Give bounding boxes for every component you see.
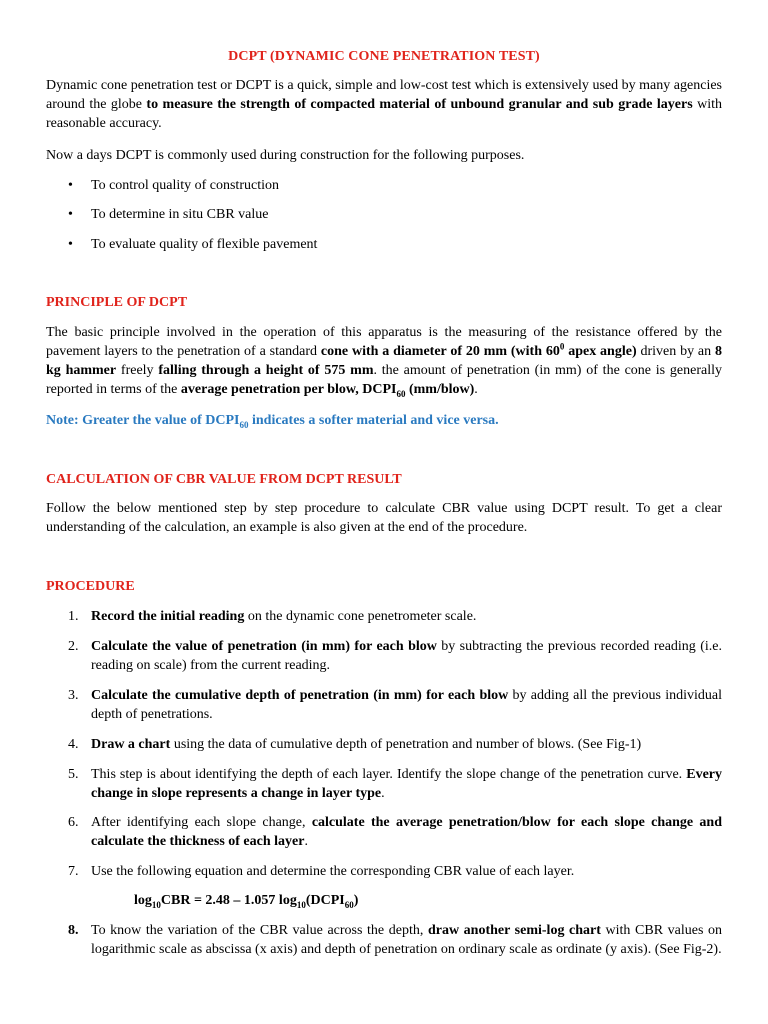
formula-part: ) [353, 893, 359, 908]
principle-bold: 8 kg hammer [46, 344, 722, 378]
section-heading-principle: PRINCIPLE OF DCPT [46, 295, 188, 310]
step-bold: Draw a chart [91, 737, 171, 752]
intro-text: Dynamic cone penetration test or DCPT is a quick, simple and low-cost test which is extensively used by many agencies around the globe [46, 78, 722, 112]
calculation-paragraph: Follow the below mentioned step by step procedure to calculate CBR value using DCPT result. To get a clear understanding of the calculation, an example is also given at the end of the procedure. [46, 501, 722, 535]
formula-part: (DCPI [305, 893, 345, 908]
formula-part: log [134, 893, 152, 908]
note-part: indicates a softer material and vice versa. [248, 413, 499, 428]
step-text [91, 637, 722, 675]
step-text [91, 735, 722, 754]
step-text [91, 607, 722, 626]
formula-subscript: 60 [344, 899, 354, 910]
note-subscript: 60 [239, 419, 249, 430]
step-plain: by subtracting the previous recorded reading (i.e. reading on scale) from the current reading. [91, 639, 722, 673]
step-plain: with CBR values on logarithmic scale as abscissa (x axis) and depth of penetration on ordinary scale as ordinate (y axis). (See Fig-2). [91, 923, 722, 957]
step-bold: calculate the average penetration/blow for each slope change and calculate the thickness of each layer [91, 815, 723, 849]
principle-bold: apex angle) [564, 344, 637, 359]
note-part: Note: Greater the value of DCPI [46, 413, 240, 428]
note-text [46, 411, 499, 430]
section-heading-procedure: PROCEDURE [46, 579, 135, 594]
principle-bold: cone with a diameter of 20 mm (with 60 [320, 344, 560, 359]
principle-superscript: 0 [559, 341, 565, 352]
purposes-intro: Now a days DCPT is commonly used during construction for the following purposes. [46, 148, 525, 163]
step-text: Use the following equation and determine the corresponding CBR value of each layer. [91, 864, 575, 879]
bullet-icon: • [68, 207, 73, 222]
document-title: DCPT (DYNAMIC CONE PENETRATION TEST) [228, 49, 540, 64]
step-plain: To know the variation of the CBR value across the depth, [91, 923, 428, 938]
step-number: 5. [68, 767, 79, 782]
principle-text: freely [116, 363, 159, 378]
principle-bold: falling through a height of 575 mm [158, 363, 374, 378]
step-number: 1. [68, 609, 79, 624]
purpose-item: To control quality of construction [91, 178, 279, 193]
purpose-item: To evaluate quality of flexible pavement [91, 237, 318, 252]
principle-bold: average penetration per blow, DCPI [180, 382, 397, 397]
step-plain: . [304, 834, 308, 849]
step-text [91, 921, 722, 959]
formula-part: CBR = 2.48 – 1.057 log [160, 893, 297, 908]
principle-subscript: 60 [396, 388, 406, 399]
step-plain: . [381, 786, 385, 801]
formula-subscript: 10 [296, 899, 306, 910]
step-bold: Record the initial reading [91, 609, 245, 624]
step-plain: using the data of cumulative depth of penetration and number of blows. (See Fig-1) [170, 737, 642, 752]
step-number: 7. [68, 864, 79, 879]
purpose-item: To determine in situ CBR value [91, 207, 269, 222]
step-plain: After identifying each slope change, [91, 815, 312, 830]
step-number: 3. [68, 688, 79, 703]
step-number: 4. [68, 737, 79, 752]
step-bold: Calculate the cumulative depth of penetration (in mm) for each blow [91, 688, 509, 703]
intro-paragraph [46, 76, 722, 133]
step-plain: This step is about identifying the depth of each layer. Identify the slope change of the penetration curve. [91, 767, 687, 782]
step-plain: by adding all the previous individual depth of penetrations. [91, 688, 723, 722]
step-bold: Calculate the value of penetration (in mm) for each blow [91, 639, 437, 654]
principle-bold: (mm/blow) [405, 382, 475, 397]
step-bold: draw another semi-log chart [427, 923, 601, 938]
step-number: 8. [68, 923, 79, 938]
principle-paragraph [46, 323, 722, 399]
intro-text-end: with reasonable accuracy. [46, 97, 722, 131]
step-plain: on the dynamic cone penetrometer scale. [244, 609, 477, 624]
principle-text: . the amount of penetration (in mm) of the cone is generally reported in terms of the [46, 363, 722, 397]
intro-bold: to measure the strength of compacted material of unbound granular and sub grade layers [146, 97, 693, 112]
step-text [91, 813, 722, 851]
section-heading-calculation: CALCULATION OF CBR VALUE FROM DCPT RESULT [46, 472, 402, 487]
step-number: 6. [68, 815, 79, 830]
bullet-icon: • [68, 178, 73, 193]
step-bold: Every change in slope represents a change in layer type [91, 767, 722, 801]
principle-text: The basic principle involved in the operation of this apparatus is the measuring of the resistance offered by the pavement layers to the penetration of a standard [46, 325, 722, 359]
principle-text: . [474, 382, 478, 397]
principle-text: driven by an [636, 344, 715, 359]
step-text [91, 686, 722, 724]
formula-subscript: 10 [151, 899, 161, 910]
bullet-icon: • [68, 237, 73, 252]
step-number: 2. [68, 639, 79, 654]
step-text [91, 765, 722, 803]
cbr-formula [134, 891, 358, 910]
